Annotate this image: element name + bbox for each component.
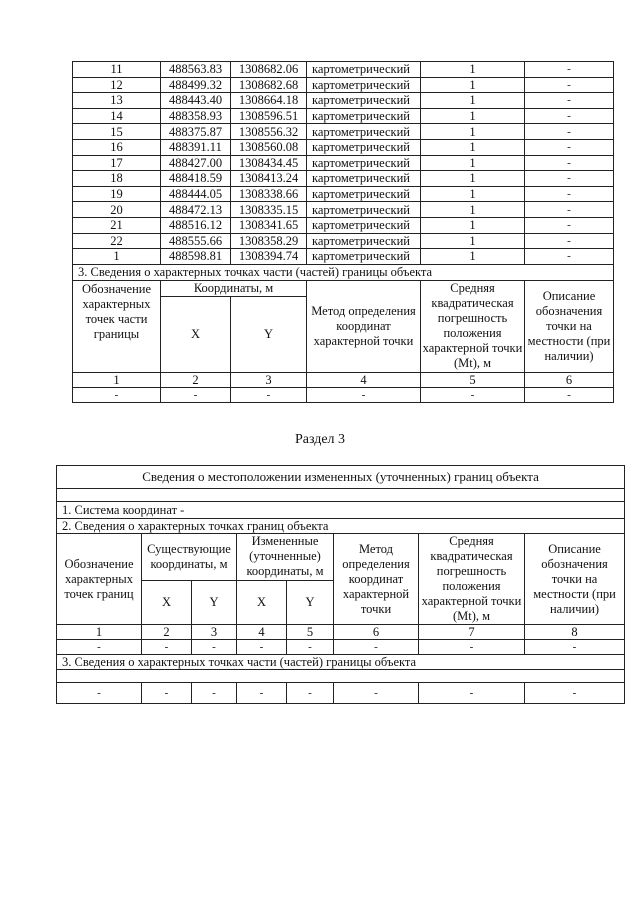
- accuracy-cell: 1: [421, 139, 525, 155]
- column-number: 8: [525, 625, 625, 640]
- column-number: 6: [525, 372, 614, 387]
- column-numbers-row: [73, 372, 614, 387]
- coord-y: 1308434.45: [231, 155, 307, 171]
- t2-parts-empty-row: [57, 683, 625, 704]
- empty-cell: -: [419, 683, 525, 704]
- table-row: [73, 171, 614, 187]
- empty-cell: -: [307, 387, 421, 402]
- t2-header-accuracy: Средняя квадратическая погрешность положения характерной точки (Mt), м: [419, 534, 525, 625]
- empty-cell: -: [192, 683, 237, 704]
- accuracy-cell: 1: [421, 171, 525, 187]
- point-number: 14: [73, 108, 161, 124]
- t2-header-x-existing: X: [142, 580, 192, 625]
- column-number: 3: [231, 372, 307, 387]
- method-cell: картометрический: [307, 202, 421, 218]
- point-number: 21: [73, 217, 161, 233]
- header-x: X: [161, 296, 231, 372]
- column-number: 3: [192, 625, 237, 640]
- coord-x: 488444.05: [161, 186, 231, 202]
- table-row: [73, 108, 614, 124]
- coord-x: 488418.59: [161, 171, 231, 187]
- method-cell: картометрический: [307, 93, 421, 109]
- accuracy-cell: 1: [421, 124, 525, 140]
- coord-system: 1. Система координат -: [57, 502, 625, 519]
- method-cell: картометрический: [307, 62, 421, 78]
- method-cell: картометрический: [307, 77, 421, 93]
- t2-header-x-changed: X: [237, 580, 287, 625]
- empty-cell: -: [421, 387, 525, 402]
- point-number: 17: [73, 155, 161, 171]
- accuracy-cell: 1: [421, 217, 525, 233]
- t2-header-designation: Обозначение характерных точек границ: [57, 534, 142, 625]
- coord-x: 488472.13: [161, 202, 231, 218]
- table-row: [73, 124, 614, 140]
- spacer-row: [57, 489, 625, 502]
- header-description: Описание обозначения точки на местности (при наличии): [525, 280, 614, 372]
- table-row: [73, 155, 614, 171]
- coord-y: 1308335.15: [231, 202, 307, 218]
- coord-x: 488427.00: [161, 155, 231, 171]
- column-number: 6: [334, 625, 419, 640]
- empty-cell: -: [57, 640, 142, 655]
- empty-cell: -: [57, 683, 142, 704]
- empty-cell: -: [525, 683, 625, 704]
- point-number: 18: [73, 171, 161, 187]
- coord-x: 488499.32: [161, 77, 231, 93]
- empty-cell: -: [525, 387, 614, 402]
- accuracy-cell: 1: [421, 62, 525, 78]
- point-number: 11: [73, 62, 161, 78]
- t2-header-method: Метод определения координат характерной точки: [334, 534, 419, 625]
- table-row: [73, 217, 614, 233]
- empty-cell: -: [73, 387, 161, 402]
- empty-cell: -: [161, 387, 231, 402]
- coord-y: 1308682.68: [231, 77, 307, 93]
- points-table-top: [72, 61, 614, 403]
- column-number: 1: [73, 372, 161, 387]
- description-cell: -: [525, 202, 614, 218]
- t2-column-numbers-row: [57, 625, 625, 640]
- accuracy-cell: 1: [421, 202, 525, 218]
- point-number: 16: [73, 139, 161, 155]
- method-cell: картометрический: [307, 233, 421, 249]
- header-method: Метод определения координат характерной точки: [307, 280, 421, 372]
- accuracy-cell: 1: [421, 155, 525, 171]
- table-row: [73, 233, 614, 249]
- table-row: [73, 202, 614, 218]
- header-accuracy: Средняя квадратическая погрешность положения характерной точки (Mt), м: [421, 280, 525, 372]
- coord-y: 1308682.06: [231, 62, 307, 78]
- t2-parts-title: 3. Сведения о характерных точках части (частей) границы объекта: [57, 655, 625, 670]
- method-cell: картометрический: [307, 217, 421, 233]
- coord-x: 488555.66: [161, 233, 231, 249]
- header-y: Y: [231, 296, 307, 372]
- coord-x: 488358.93: [161, 108, 231, 124]
- t2-header-changed: Измененные (уточненные) координаты, м: [237, 534, 334, 581]
- column-number: 4: [237, 625, 287, 640]
- point-number: 1: [73, 249, 161, 265]
- description-cell: -: [525, 93, 614, 109]
- coord-y: 1308341.65: [231, 217, 307, 233]
- table-row: [73, 186, 614, 202]
- empty-cell: -: [192, 640, 237, 655]
- column-number: 4: [307, 372, 421, 387]
- coord-y: 1308413.24: [231, 171, 307, 187]
- method-cell: картометрический: [307, 139, 421, 155]
- method-cell: картометрический: [307, 155, 421, 171]
- coord-x: 488516.12: [161, 217, 231, 233]
- column-number: 2: [161, 372, 231, 387]
- empty-cell: -: [334, 640, 419, 655]
- description-cell: -: [525, 171, 614, 187]
- accuracy-cell: 1: [421, 186, 525, 202]
- point-number: 12: [73, 77, 161, 93]
- t2-header-description: Описание обозначения точки на местности (при наличии): [525, 534, 625, 625]
- section-title: Раздел 3: [294, 432, 346, 447]
- method-cell: картометрический: [307, 124, 421, 140]
- coord-y: 1308596.51: [231, 108, 307, 124]
- table-row: [73, 93, 614, 109]
- empty-cell: -: [419, 640, 525, 655]
- empty-cell: -: [334, 683, 419, 704]
- column-number: 2: [142, 625, 192, 640]
- table-row: [73, 77, 614, 93]
- accuracy-cell: 1: [421, 233, 525, 249]
- coord-y: 1308358.29: [231, 233, 307, 249]
- empty-cell: -: [287, 640, 334, 655]
- accuracy-cell: 1: [421, 93, 525, 109]
- t2-header-y-existing: Y: [192, 580, 237, 625]
- description-cell: -: [525, 62, 614, 78]
- header-designation: Обозначение характерных точек части границы: [73, 280, 161, 372]
- table-row: [73, 139, 614, 155]
- points-title: 2. Сведения о характерных точках границ объекта: [57, 519, 625, 534]
- column-number: 5: [421, 372, 525, 387]
- method-cell: картометрический: [307, 108, 421, 124]
- t2-header-existing: Существующие координаты, м: [142, 534, 237, 581]
- coord-y: 1308394.74: [231, 249, 307, 265]
- empty-cell: -: [142, 683, 192, 704]
- empty-cell: -: [287, 683, 334, 704]
- coord-y: 1308556.32: [231, 124, 307, 140]
- description-cell: -: [525, 108, 614, 124]
- description-cell: -: [525, 249, 614, 265]
- coord-y: 1308664.18: [231, 93, 307, 109]
- description-cell: -: [525, 77, 614, 93]
- description-cell: -: [525, 155, 614, 171]
- part-points-section: [73, 264, 614, 402]
- coord-x: 488598.81: [161, 249, 231, 265]
- changed-boundaries-table: [56, 465, 625, 704]
- coord-x: 488375.87: [161, 124, 231, 140]
- t2-parts-spacer: [57, 670, 625, 683]
- column-number: 1: [57, 625, 142, 640]
- method-cell: картометрический: [307, 186, 421, 202]
- table2-title: Сведения о местоположении измененных (уточненных) границ объекта: [57, 466, 625, 489]
- t2-empty-row: [57, 640, 625, 655]
- empty-cell: -: [237, 640, 287, 655]
- empty-cell: -: [525, 640, 625, 655]
- description-cell: -: [525, 124, 614, 140]
- method-cell: картометрический: [307, 249, 421, 265]
- accuracy-cell: 1: [421, 77, 525, 93]
- method-cell: картометрический: [307, 171, 421, 187]
- accuracy-cell: 1: [421, 108, 525, 124]
- empty-row: [73, 387, 614, 402]
- point-number: 20: [73, 202, 161, 218]
- coord-y: 1308560.08: [231, 139, 307, 155]
- point-number: 22: [73, 233, 161, 249]
- empty-cell: -: [142, 640, 192, 655]
- t2-header-y-changed: Y: [287, 580, 334, 625]
- description-cell: -: [525, 186, 614, 202]
- description-cell: -: [525, 217, 614, 233]
- table-row: [73, 62, 614, 78]
- description-cell: -: [525, 139, 614, 155]
- column-number: 7: [419, 625, 525, 640]
- section3-title: 3. Сведения о характерных точках части (частей) границы объекта: [73, 264, 614, 280]
- point-number: 13: [73, 93, 161, 109]
- description-cell: -: [525, 233, 614, 249]
- point-number: 19: [73, 186, 161, 202]
- coord-y: 1308338.66: [231, 186, 307, 202]
- coord-x: 488443.40: [161, 93, 231, 109]
- empty-cell: -: [231, 387, 307, 402]
- coord-x: 488563.83: [161, 62, 231, 78]
- empty-cell: -: [237, 683, 287, 704]
- coord-x: 488391.11: [161, 139, 231, 155]
- table-row: [73, 249, 614, 265]
- column-number: 5: [287, 625, 334, 640]
- point-number: 15: [73, 124, 161, 140]
- accuracy-cell: 1: [421, 249, 525, 265]
- points-table-body: [73, 62, 614, 265]
- header-coordinates: Координаты, м: [161, 280, 307, 296]
